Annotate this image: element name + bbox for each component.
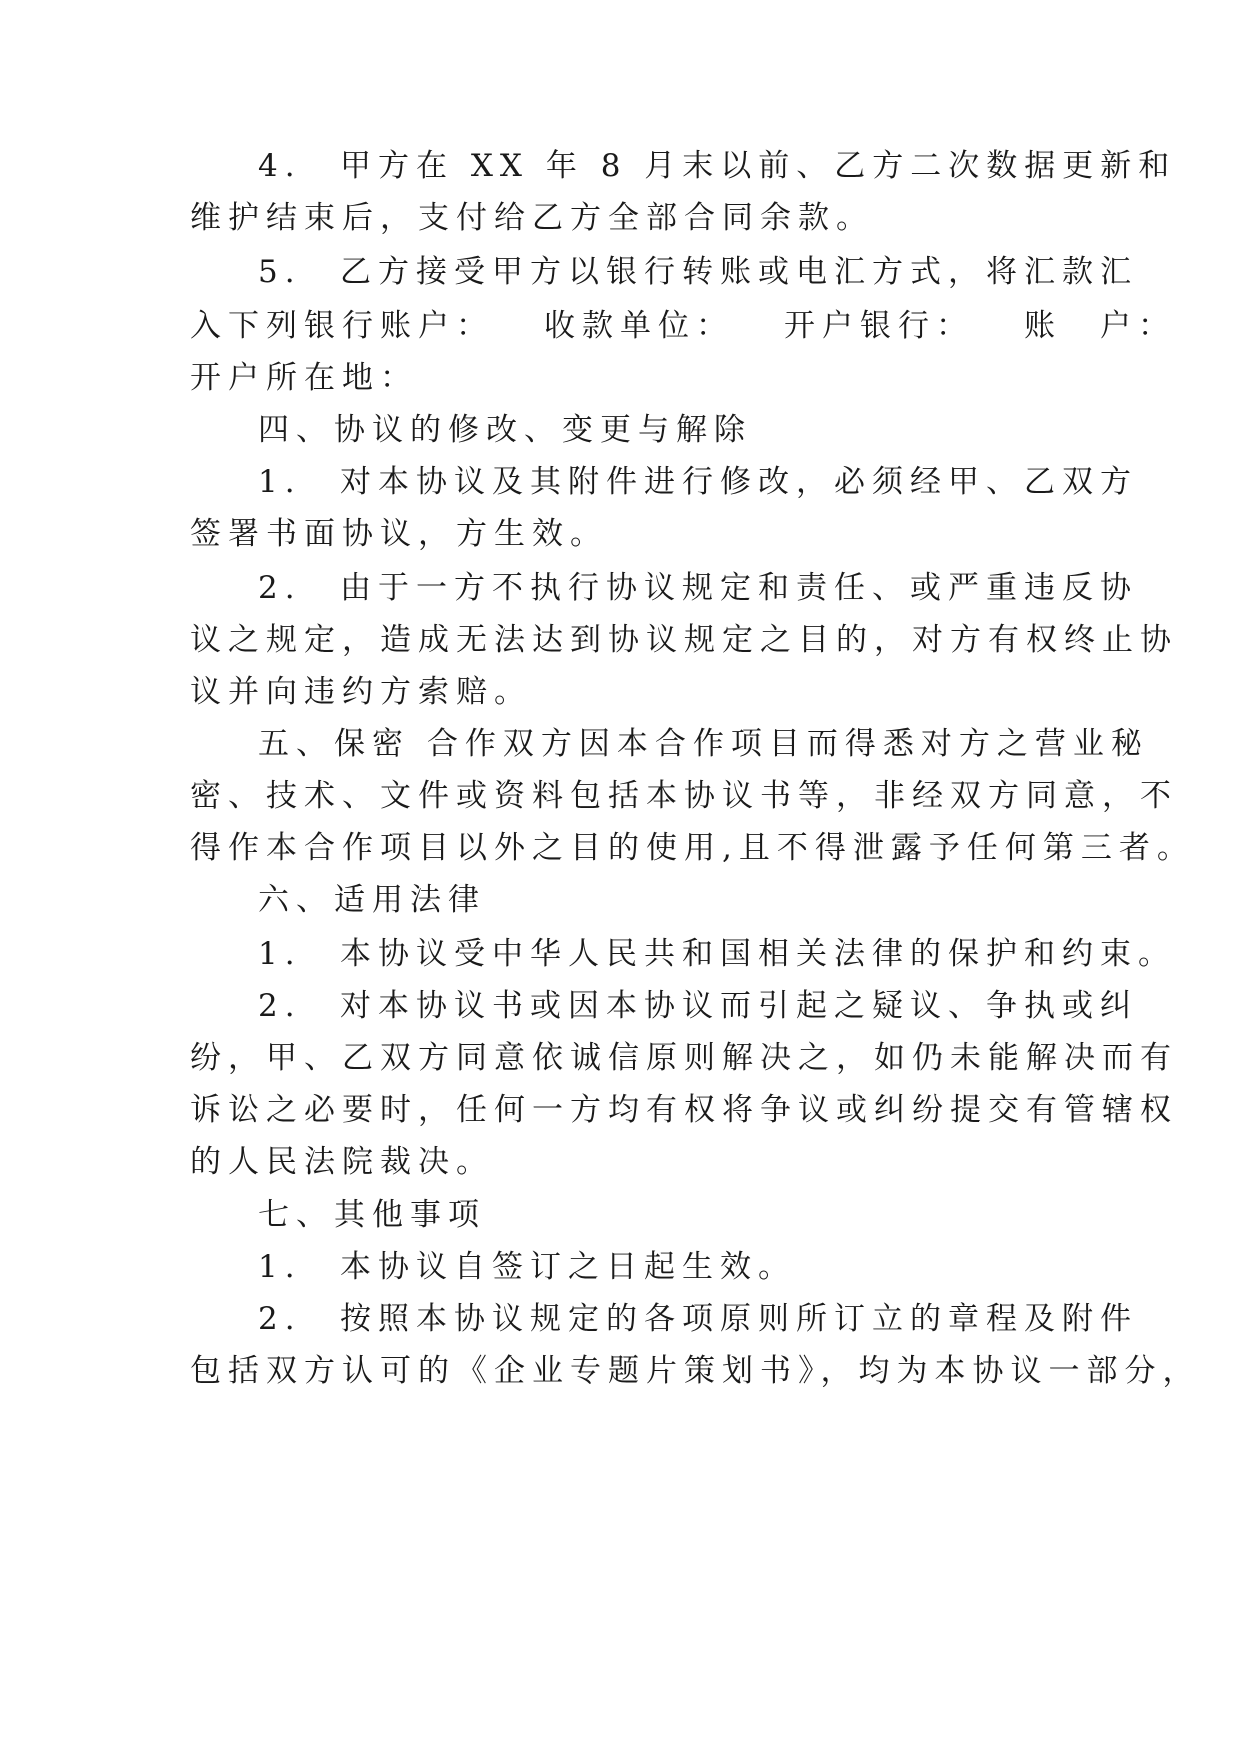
section-heading: 六、适用法律: [258, 882, 486, 918]
bank-location-line: 开户所在地：: [190, 360, 418, 396]
paragraph-line: 密、技术、文件或资料包括本协议书等，非经双方同意，不: [190, 778, 1178, 814]
item-number: 4.: [258, 148, 302, 184]
paragraph-text: 甲方在 XX 年 8 月末以前、乙方二次数据更新和: [340, 148, 1177, 184]
paragraph-line: 的人民法院裁决。: [190, 1144, 494, 1180]
paragraph-text: 本协议自签订之日起生效。: [340, 1249, 796, 1285]
payee-label: 收款单位：: [544, 308, 734, 344]
account-label: 账 户：: [1024, 308, 1176, 344]
paragraph-line: 纷，甲、乙双方同意依诚信原则解决之，如仍未能解决而有: [190, 1040, 1178, 1076]
paragraph-text: 乙方接受甲方以银行转账或电汇方式，将汇款汇: [340, 254, 1138, 290]
account-intro: 入下列银行账户：: [190, 308, 494, 344]
paragraph-line: 诉讼之必要时，任何一方均有权将争议或纠纷提交有管辖权: [190, 1092, 1178, 1128]
paragraph-text: 本协议受中华人民共和国相关法律的保护和约束。: [340, 936, 1176, 972]
section-heading: 七、其他事项: [258, 1197, 486, 1233]
item-number: 1.: [258, 1249, 302, 1285]
paragraph-line: 包括双方认可的《企业专题片策划书》，均为本协议一部分，: [190, 1353, 1201, 1389]
list-item: [258, 559, 1138, 617]
list-item: [258, 1290, 1138, 1348]
paragraph-text: 按照本协议规定的各项原则所订立的章程及附件: [340, 1301, 1138, 1337]
item-number: 2.: [258, 570, 302, 606]
list-item: [258, 137, 1177, 195]
paragraph-line: 维护结束后，支付给乙方全部合同余款。: [190, 200, 874, 236]
item-number: 5.: [258, 254, 302, 290]
list-item: [258, 453, 1138, 511]
paragraph-line: 签署书面协议，方生效。: [190, 516, 608, 552]
list-item: [258, 1238, 1070, 1296]
section-heading: 四、协议的修改、变更与解除: [258, 412, 752, 448]
item-number: 1.: [258, 936, 302, 972]
item-number: 2.: [258, 1301, 302, 1337]
paragraph-line: 议并向违约方索赔。: [190, 674, 532, 710]
paragraph-line: 议之规定，造成无法达到协议规定之目的，对方有权终止协: [190, 622, 1178, 658]
bank-account-line: [190, 297, 1176, 355]
paragraph-text: 对本协议及其附件进行修改，必须经甲、乙双方: [340, 464, 1138, 500]
paragraph-line: 得作本合作项目以外之目的使用,且不得泄露予任何第三者。: [190, 830, 1195, 866]
list-item: [258, 977, 1138, 1035]
item-number: 1.: [258, 464, 302, 500]
list-item: [258, 925, 1176, 983]
paragraph-text: 由于一方不执行协议规定和责任、或严重违反协: [340, 570, 1138, 606]
list-item: [258, 243, 1138, 301]
bank-label: 开户银行：: [784, 308, 974, 344]
item-number: 2.: [258, 988, 302, 1024]
paragraph-text: 对本协议书或因本协议而引起之疑议、争执或纠: [340, 988, 1138, 1024]
section-heading: 五、保密 合作双方因本合作项目而得悉对方之营业秘: [258, 726, 1149, 762]
